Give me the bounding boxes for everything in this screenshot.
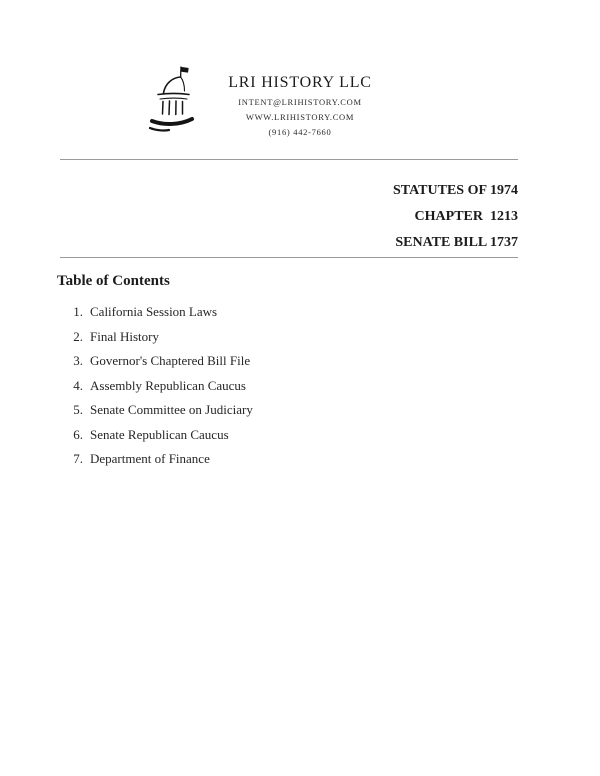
toc-item [70,330,253,343]
toc-item-label: Governor's Chaptered Bill File [90,353,251,368]
toc-title: Table of Contents [57,273,170,289]
divider-top [60,159,518,160]
toc-item-number: 5. [73,402,83,417]
toc-item-label: Department of Finance [90,451,210,466]
company-website: WWW.LRIHISTORY.COM [245,112,355,122]
toc-item [70,305,253,318]
senate-bill-line: SENATE BILL 1737 [395,235,518,250]
letterhead [0,60,600,137]
toc-list [70,305,253,477]
divider-bottom [60,257,518,258]
toc-item-number: 1. [73,304,83,319]
chapter-line: CHAPTER 1213 [414,209,518,224]
toc-item [70,379,253,392]
toc-item-number: 3. [73,353,83,368]
toc-item-number: 6. [73,426,83,442]
toc-item-label: California Session Laws [90,304,218,319]
statute-reference-block [393,178,518,256]
toc-item-number: 7. [73,451,83,466]
toc-item [70,354,253,367]
toc-item-label: Final History [90,328,159,344]
toc-item-label: Senate Committee on Judiciary [90,402,253,417]
capitol-building-logo-icon [142,64,206,138]
company-phone: (916) 442-7660 [268,127,332,137]
toc-item [70,428,253,441]
toc-item-label: Senate Republican Caucus [90,426,229,442]
toc-item-label: Assembly Republican Caucus [90,377,246,393]
letterhead-text [0,74,600,137]
company-name: LRI HISTORY LLC [228,74,372,91]
toc-item [70,452,253,465]
company-email: INTENT@LRIHISTORY.COM [238,97,362,107]
toc-item-number: 4. [73,377,83,393]
toc-item-number: 2. [73,328,83,344]
statutes-line: STATUTES OF 1974 [393,183,518,198]
toc-item [70,403,253,416]
